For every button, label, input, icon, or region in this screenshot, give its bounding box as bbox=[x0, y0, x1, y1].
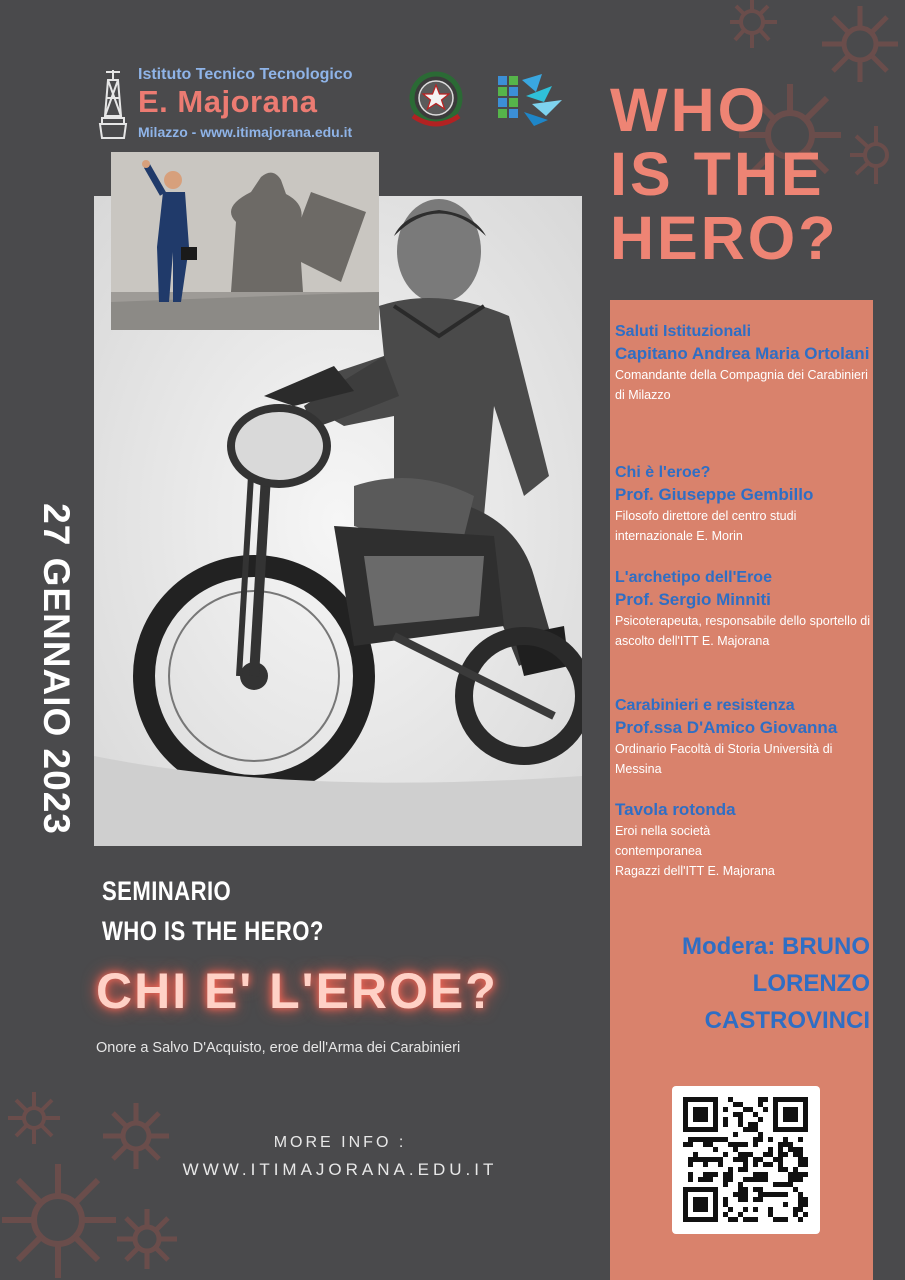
program-description: Ordinario Facoltà di Storia Università di Messina bbox=[615, 742, 833, 776]
institute-logo bbox=[98, 66, 388, 144]
program-description: Filosofo direttore del centro studi internazionale E. Morin bbox=[615, 509, 797, 543]
virus-decoration-bottom-left-4 bbox=[114, 1206, 180, 1272]
website-link[interactable]: WWW.ITIMAJORANA.EDU.IT bbox=[182, 1160, 498, 1179]
virus-decoration-top-right-2 bbox=[818, 2, 902, 86]
program-topic: Chi è l'eroe? bbox=[615, 464, 711, 481]
moderator: Modera: BRUNO LORENZO CASTROVINCI bbox=[681, 933, 870, 1034]
virus-decoration-top-right-1 bbox=[722, 0, 782, 50]
title-line-2: IS THE bbox=[610, 140, 825, 208]
institute-type: Istituto Tecnico Tecnologico bbox=[138, 66, 353, 83]
seminar-english-title: WHO IS THE HERO? bbox=[102, 916, 324, 946]
program-speaker: Prof. Sergio Minniti bbox=[615, 590, 771, 609]
more-info-label: MORE INFO : bbox=[273, 1134, 407, 1151]
seminar-label: SEMINARIO bbox=[102, 876, 232, 906]
radio-tower-icon bbox=[98, 68, 128, 144]
title-line-1: WHO bbox=[610, 76, 769, 144]
seminar-italian-title: CHI E' L'EROE? bbox=[96, 963, 498, 1019]
program-description: Comandante della Compagnia dei Carabinieri di Milazzo bbox=[615, 368, 868, 402]
virus-decoration-bottom-left-3 bbox=[0, 1150, 120, 1280]
institute-name: E. Majorana bbox=[138, 84, 318, 119]
businessman-hero-shadow-photo bbox=[111, 152, 379, 330]
program-item-5 bbox=[615, 798, 871, 881]
event-date-container bbox=[28, 486, 84, 852]
program-speaker: Prof. Giuseppe Gembillo bbox=[615, 485, 814, 504]
program-item-3 bbox=[615, 567, 871, 651]
program-description: Psicoterapeuta, responsabile dello sportello di ascolto dell'ITT E. Majorana bbox=[615, 614, 871, 648]
program-description-2: Ragazzi dell'ITT E. Majorana bbox=[615, 864, 775, 878]
italian-republic-emblem-icon bbox=[405, 68, 467, 134]
event-date: 27 GENNAIO 2023 bbox=[36, 503, 77, 835]
qr-code[interactable] bbox=[672, 1086, 820, 1234]
program-item-1 bbox=[615, 321, 871, 405]
program-topic: L'archetipo dell'Eroe bbox=[615, 569, 772, 586]
title-line-3: HERO? bbox=[610, 204, 839, 272]
program-speaker: Prof.ssa D'Amico Giovanna bbox=[615, 718, 838, 737]
program-description: Eroi nella società contemporanea bbox=[615, 824, 711, 858]
institute-location-website: Milazzo - www.itimajorana.edu.it bbox=[138, 124, 353, 140]
program-topic: Carabinieri e resistenza bbox=[615, 697, 795, 714]
program-item-2 bbox=[615, 462, 871, 546]
seminar-subtitle: Onore a Salvo D'Acquisto, eroe dell'Arma dei Carabinieri bbox=[96, 1040, 461, 1056]
program-topic: Saluti Istituzionali bbox=[615, 323, 752, 340]
main-title bbox=[610, 78, 890, 270]
program-speaker: Capitano Andrea Maria Ortolani bbox=[615, 344, 870, 363]
program-item-4 bbox=[615, 695, 871, 779]
school-program-logo-icon bbox=[496, 72, 566, 128]
program-topic: Tavola rotonda bbox=[615, 800, 736, 819]
virus-decoration-bottom-left-1 bbox=[6, 1090, 62, 1146]
